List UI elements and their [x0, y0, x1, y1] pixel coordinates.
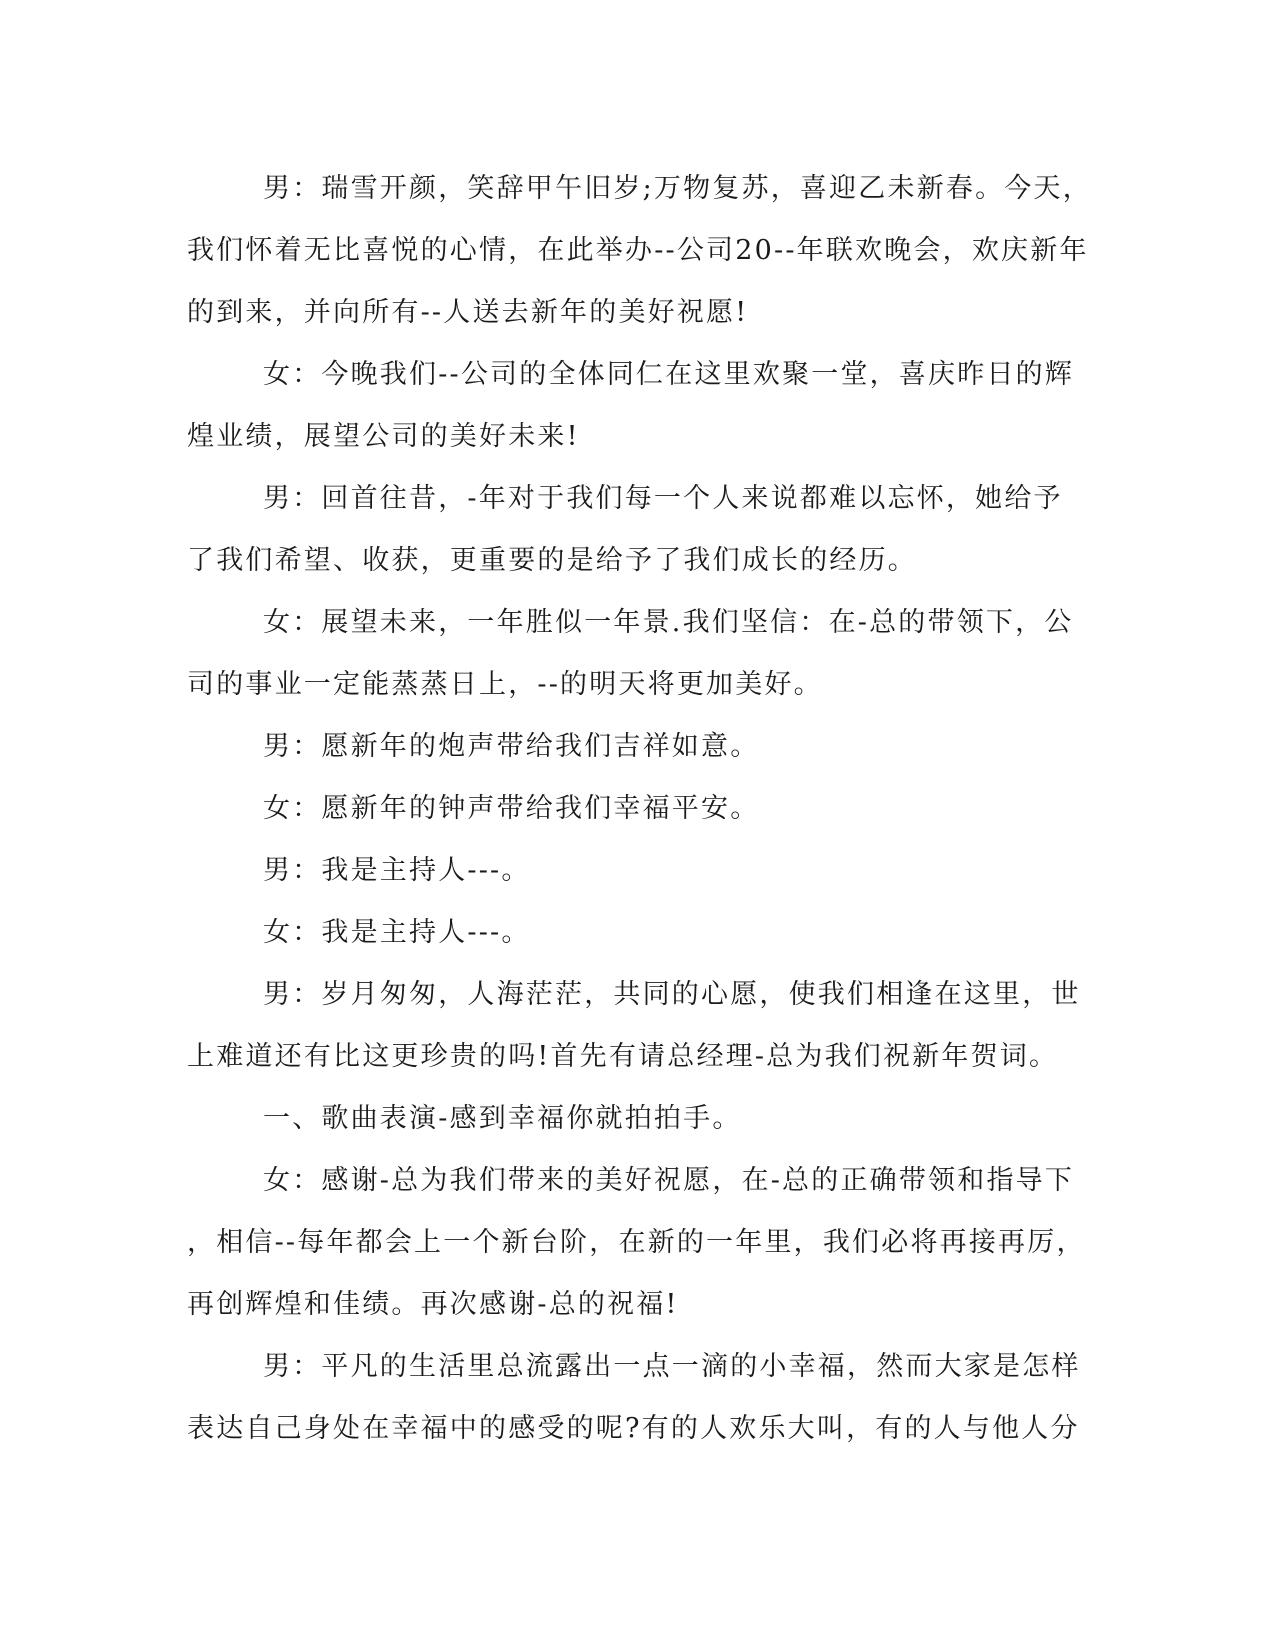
text-line: 男：愿新年的炮声带给我们吉祥如意。 [263, 731, 760, 762]
text-line: ，相信--每年都会上一个新台阶，在新的一年里，我们必将再接再厉， [187, 1227, 1086, 1258]
paragraph [187, 158, 1092, 344]
text-line: 再创辉煌和佳绩。再次感谢-总的祝福! [187, 1289, 679, 1320]
text-line: 司的事业一定能蒸蒸日上，--的明天将更加美好。 [187, 669, 823, 700]
paragraph [187, 716, 1067, 778]
text-line: 一、歌曲表演-感到幸福你就拍拍手。 [263, 1103, 742, 1134]
text-line: 表达自己身处在幸福中的感受的呢?有的人欢乐大叫，有的人与他人分 [187, 1413, 1080, 1444]
text-line: 女：愿新年的钟声带给我们幸福平安。 [263, 793, 760, 824]
paragraph [187, 468, 1067, 592]
text-line: 我们怀着无比喜悦的心情，在此举办--公司20--年联欢晚会，欢庆新年 [187, 235, 1089, 266]
text-line: 男：瑞雪开颜，笑辞甲午旧岁;万物复苏，喜迎乙未新春。今天， [263, 173, 1092, 204]
text-line: 男：我是主持人---。 [263, 855, 531, 886]
document-body [187, 158, 1092, 1460]
text-line: 女：我是主持人---。 [263, 917, 531, 948]
paragraph [187, 778, 1067, 840]
text-line: 上难道还有比这更珍贵的吗!首先有请总经理-总为我们祝新年贺词。 [187, 1041, 1059, 1072]
paragraph [187, 1150, 1086, 1336]
text-line: 了我们希望、收获，更重要的是给予了我们成长的经历。 [187, 545, 917, 576]
paragraph [187, 964, 1081, 1088]
text-line: 女：展望未来，一年胜似一年景.我们坚信：在-总的带领下，公 [263, 607, 1074, 638]
paragraph [187, 1336, 1081, 1460]
text-line: 煌业绩，展望公司的美好未来! [187, 421, 580, 452]
text-line: 男：平凡的生活里总流露出一点一滴的小幸福，然而大家是怎样 [263, 1351, 1081, 1382]
paragraph [187, 1088, 1067, 1150]
text-line: 男：回首往昔，-年对于我们每一个人来说都难以忘怀，她给予 [263, 483, 1063, 514]
text-line: 女：今晚我们--公司的全体同仁在这里欢聚一堂，喜庆昨日的辉 [263, 359, 1075, 390]
paragraph [187, 902, 1067, 964]
text-line: 的到来，并向所有--人送去新年的美好祝愿! [187, 297, 749, 328]
text-line: 男：岁月匆匆，人海茫茫，共同的心愿，使我们相逢在这里，世 [263, 979, 1081, 1010]
text-line: 女：感谢-总为我们带来的美好祝愿，在-总的正确带领和指导下 [263, 1165, 1075, 1196]
paragraph [187, 840, 1067, 902]
paragraph [187, 592, 1074, 716]
paragraph [187, 344, 1075, 468]
